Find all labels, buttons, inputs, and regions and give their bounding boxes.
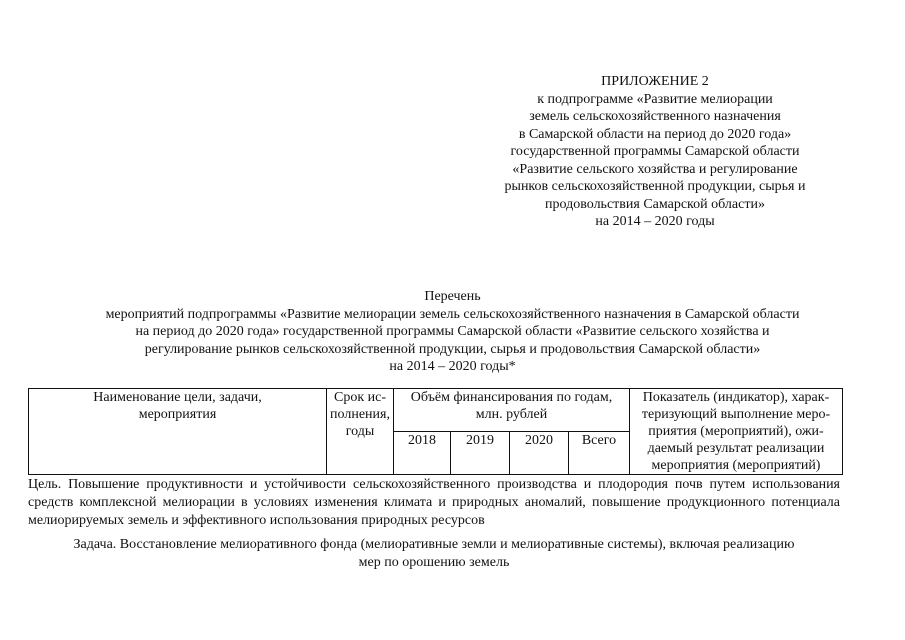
header-indicator-line: Показатель (индикатор), харак- <box>642 390 830 405</box>
header-term-line: Срок ис- <box>333 390 386 405</box>
appendix-line: на 2014 – 2020 годы <box>595 214 715 229</box>
appendix-title: ПРИЛОЖЕНИЕ 2 <box>601 74 709 89</box>
appendix-line: к подпрограмме «Развитие мелиорации <box>537 91 773 107</box>
list-title-line: мероприятий подпрограммы «Развитие мелиорации земель сельскохозяйственного назначения в Самарской области <box>105 306 800 322</box>
appendix-line: государственной программы Самарской области <box>510 144 800 159</box>
year-2020-cell: 2020 <box>510 432 569 475</box>
header-financing-line: Объём финансирования по годам, <box>410 390 613 405</box>
task-text <box>28 536 840 572</box>
header-name-cell <box>29 389 327 475</box>
header-term-cell <box>327 389 394 475</box>
header-term-line: годы <box>345 424 375 439</box>
header-indicator-line: даемый результат реализации <box>647 441 825 456</box>
header-name-line: мероприятия <box>138 407 217 422</box>
task-line: Задача. Восстановление мелиоративного фонда (мелиоративные земли и мелиоративные системы), включая реализацию <box>73 537 795 552</box>
year-total-cell: Всего <box>569 432 630 475</box>
goal-text: Цель. Повышение продуктивности и устойчивости сельскохозяйственного производства и плодородия почв путем использования средств комплексной мелиорации в условиях изменения климата и природных аномалий, повышение продукционного потенциала мелиорируемых земель и эффективного использования природных ресурсов <box>28 477 840 528</box>
list-title-line: на период до 2020 года» государственной программы Самарской области «Развитие сельского хозяйства и <box>135 324 770 339</box>
appendix-line: в Самарской области на период до 2020 года» <box>518 126 792 142</box>
appendix-line: продовольствия Самарской области» <box>545 196 765 212</box>
list-title-line: на 2014 – 2020 годы* <box>389 359 516 374</box>
appendix-line: «Развитие сельского хозяйства и регулирование <box>512 161 798 177</box>
header-financing-cell <box>394 389 630 432</box>
year-2019-cell: 2019 <box>451 432 510 475</box>
table-header-row <box>29 389 843 432</box>
header-term-line: полнения, <box>330 407 390 422</box>
list-title <box>20 288 885 376</box>
task-line: мер по орошению земель <box>358 555 510 570</box>
year-2018-cell: 2018 <box>394 432 451 475</box>
list-heading: Перечень <box>424 289 481 304</box>
list-title-line: регулирование рынков сельскохозяйственной продукции, сырья и продовольствия Самарской области» <box>144 341 761 357</box>
header-indicator-line: теризующий выполнение меро- <box>641 407 831 422</box>
header-financing-line: млн. рублей <box>475 407 548 422</box>
measures-table <box>28 388 843 475</box>
header-indicator-line: мероприятия (мероприятий) <box>651 458 821 473</box>
header-indicator-cell <box>630 389 843 475</box>
header-indicator-line: приятия (мероприятий), ожи- <box>648 424 824 439</box>
appendix-line: рынков сельскохозяйственной продукции, сырья и <box>504 179 806 194</box>
appendix-header <box>470 73 840 231</box>
appendix-line: земель сельскохозяйственного назначения <box>529 109 781 124</box>
header-name-line: Наименование цели, задачи, <box>93 390 262 405</box>
